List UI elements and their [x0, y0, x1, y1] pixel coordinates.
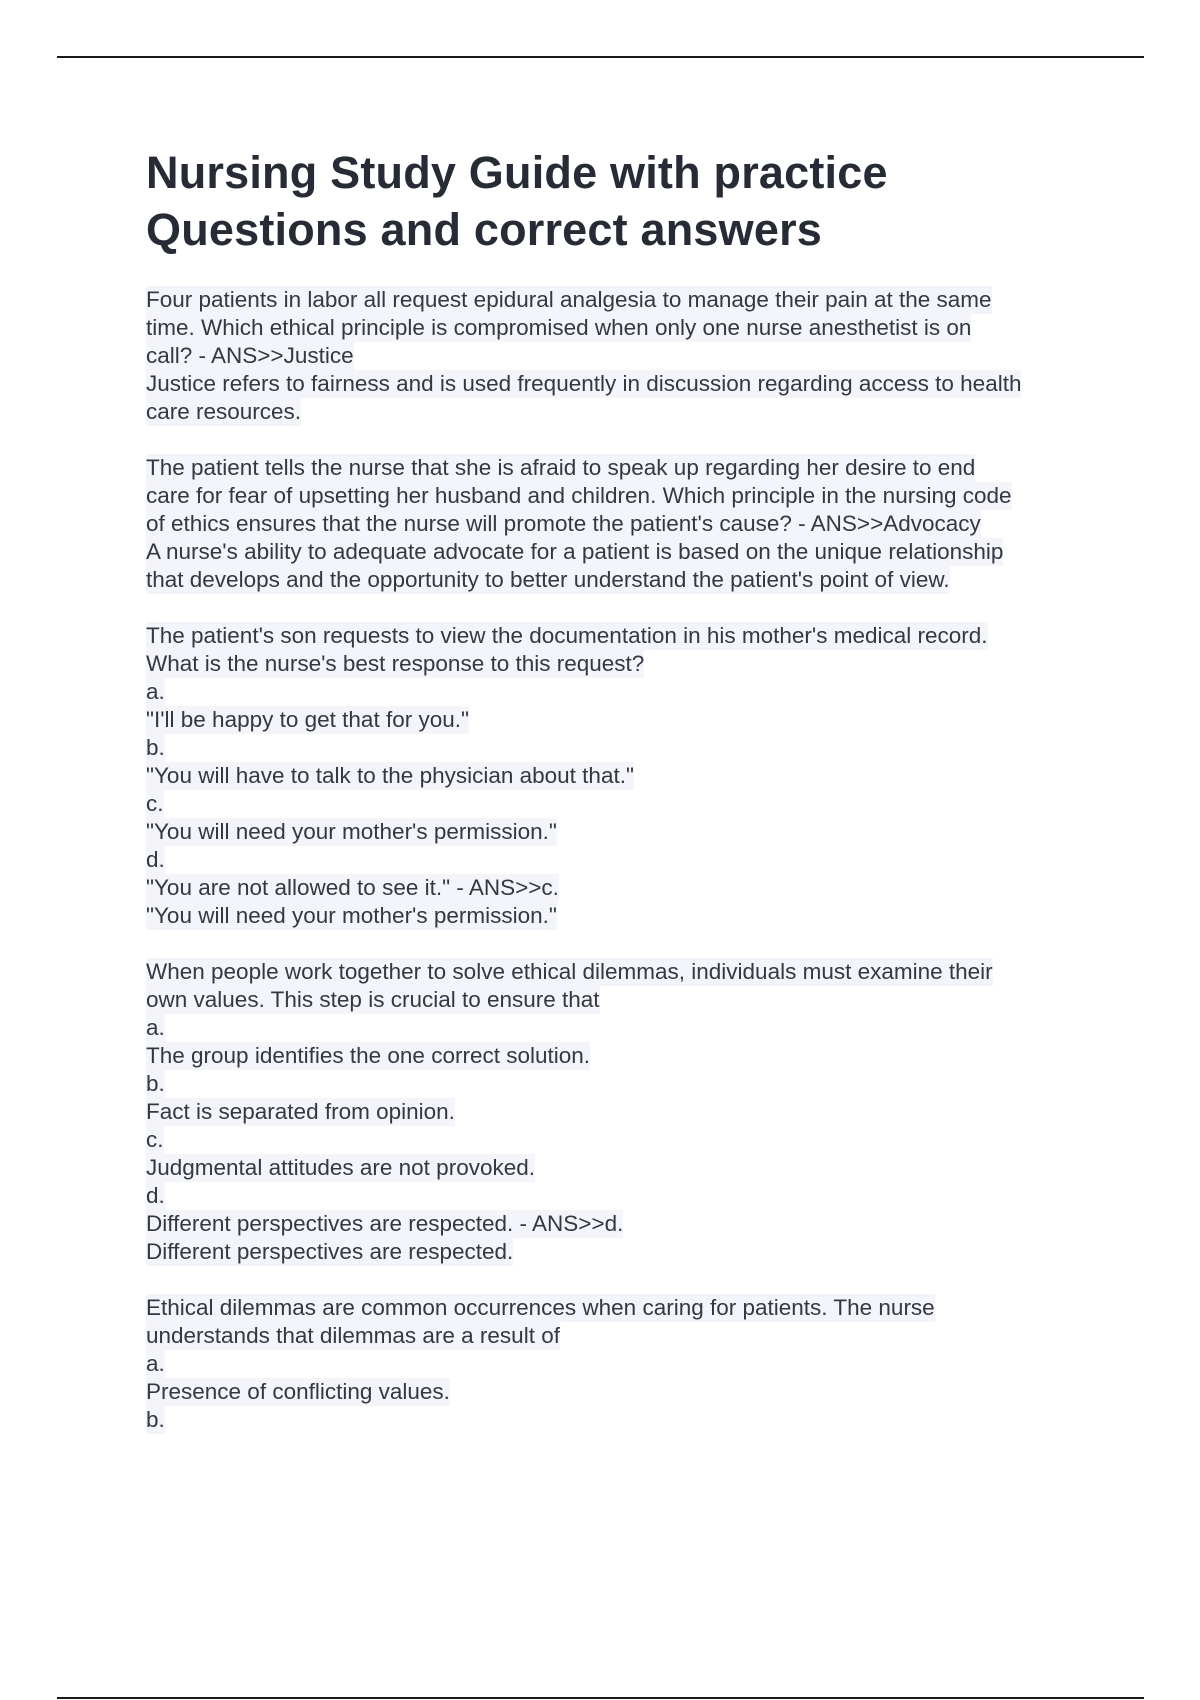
- question-line: The group identifies the one correct solution.: [146, 1043, 591, 1068]
- question-line: that develops and the opportunity to better understand the patient's point of view.: [146, 567, 950, 592]
- question-line: care for fear of upsetting her husband and children. Which principle in the nursing code: [146, 483, 1012, 508]
- title-line: Questions and correct answers: [146, 204, 823, 255]
- document-body: [146, 144, 1106, 1462]
- question-line: d.: [146, 847, 165, 872]
- question-line: The patient tells the nurse that she is afraid to speak up regarding her desire to end: [146, 455, 976, 480]
- top-rule: [57, 56, 1144, 58]
- question-line: Presence of conflicting values.: [146, 1379, 450, 1404]
- question-line: c.: [146, 791, 164, 816]
- document-title: [146, 144, 1106, 258]
- question-line: "You will have to talk to the physician about that.": [146, 763, 634, 788]
- question-line: The patient's son requests to view the documentation in his mother's medical record.: [146, 623, 988, 648]
- question-line: Justice refers to fairness and is used frequently in discussion regarding access to health: [146, 371, 1022, 396]
- question-line: "You will need your mother's permission.": [146, 903, 557, 928]
- question-line: of ethics ensures that the nurse will promote the patient's cause? - ANS>>Advocacy: [146, 511, 981, 536]
- question-line: Different perspectives are respected. - ANS>>d.: [146, 1211, 624, 1236]
- question-line: b.: [146, 735, 165, 760]
- question-block: [146, 1294, 1106, 1434]
- question-line: "You will need your mother's permission.": [146, 819, 557, 844]
- question-line: understands that dilemmas are a result of: [146, 1323, 560, 1348]
- question-line: Ethical dilemmas are common occurrences when caring for patients. The nurse: [146, 1295, 935, 1320]
- title-line: Nursing Study Guide with practice: [146, 147, 888, 198]
- question-block: [146, 286, 1106, 426]
- question-line: a.: [146, 1351, 165, 1376]
- question-line: d.: [146, 1183, 165, 1208]
- question-line: b.: [146, 1071, 165, 1096]
- question-line: Fact is separated from opinion.: [146, 1099, 455, 1124]
- question-list: [146, 286, 1106, 1434]
- question-line: a.: [146, 679, 165, 704]
- bottom-rule: [57, 1697, 1144, 1699]
- question-line: a.: [146, 1015, 165, 1040]
- question-line: What is the nurse's best response to this request?: [146, 651, 645, 676]
- question-block: [146, 454, 1106, 594]
- question-line: own values. This step is crucial to ensure that: [146, 987, 600, 1012]
- question-line: When people work together to solve ethical dilemmas, individuals must examine their: [146, 959, 993, 984]
- question-line: care resources.: [146, 399, 302, 424]
- question-line: "I'll be happy to get that for you.": [146, 707, 469, 732]
- question-line: b.: [146, 1407, 165, 1432]
- question-line: Four patients in labor all request epidural analgesia to manage their pain at the same: [146, 287, 992, 312]
- question-line: c.: [146, 1127, 164, 1152]
- question-line: Different perspectives are respected.: [146, 1239, 514, 1264]
- question-line: Judgmental attitudes are not provoked.: [146, 1155, 535, 1180]
- question-line: call? - ANS>>Justice: [146, 343, 354, 368]
- question-line: A nurse's ability to adequate advocate for a patient is based on the unique relationship: [146, 539, 1004, 564]
- question-line: "You are not allowed to see it." - ANS>>c.: [146, 875, 559, 900]
- question-block: [146, 622, 1106, 930]
- question-line: time. Which ethical principle is compromised when only one nurse anesthetist is on: [146, 315, 972, 340]
- question-block: [146, 958, 1106, 1266]
